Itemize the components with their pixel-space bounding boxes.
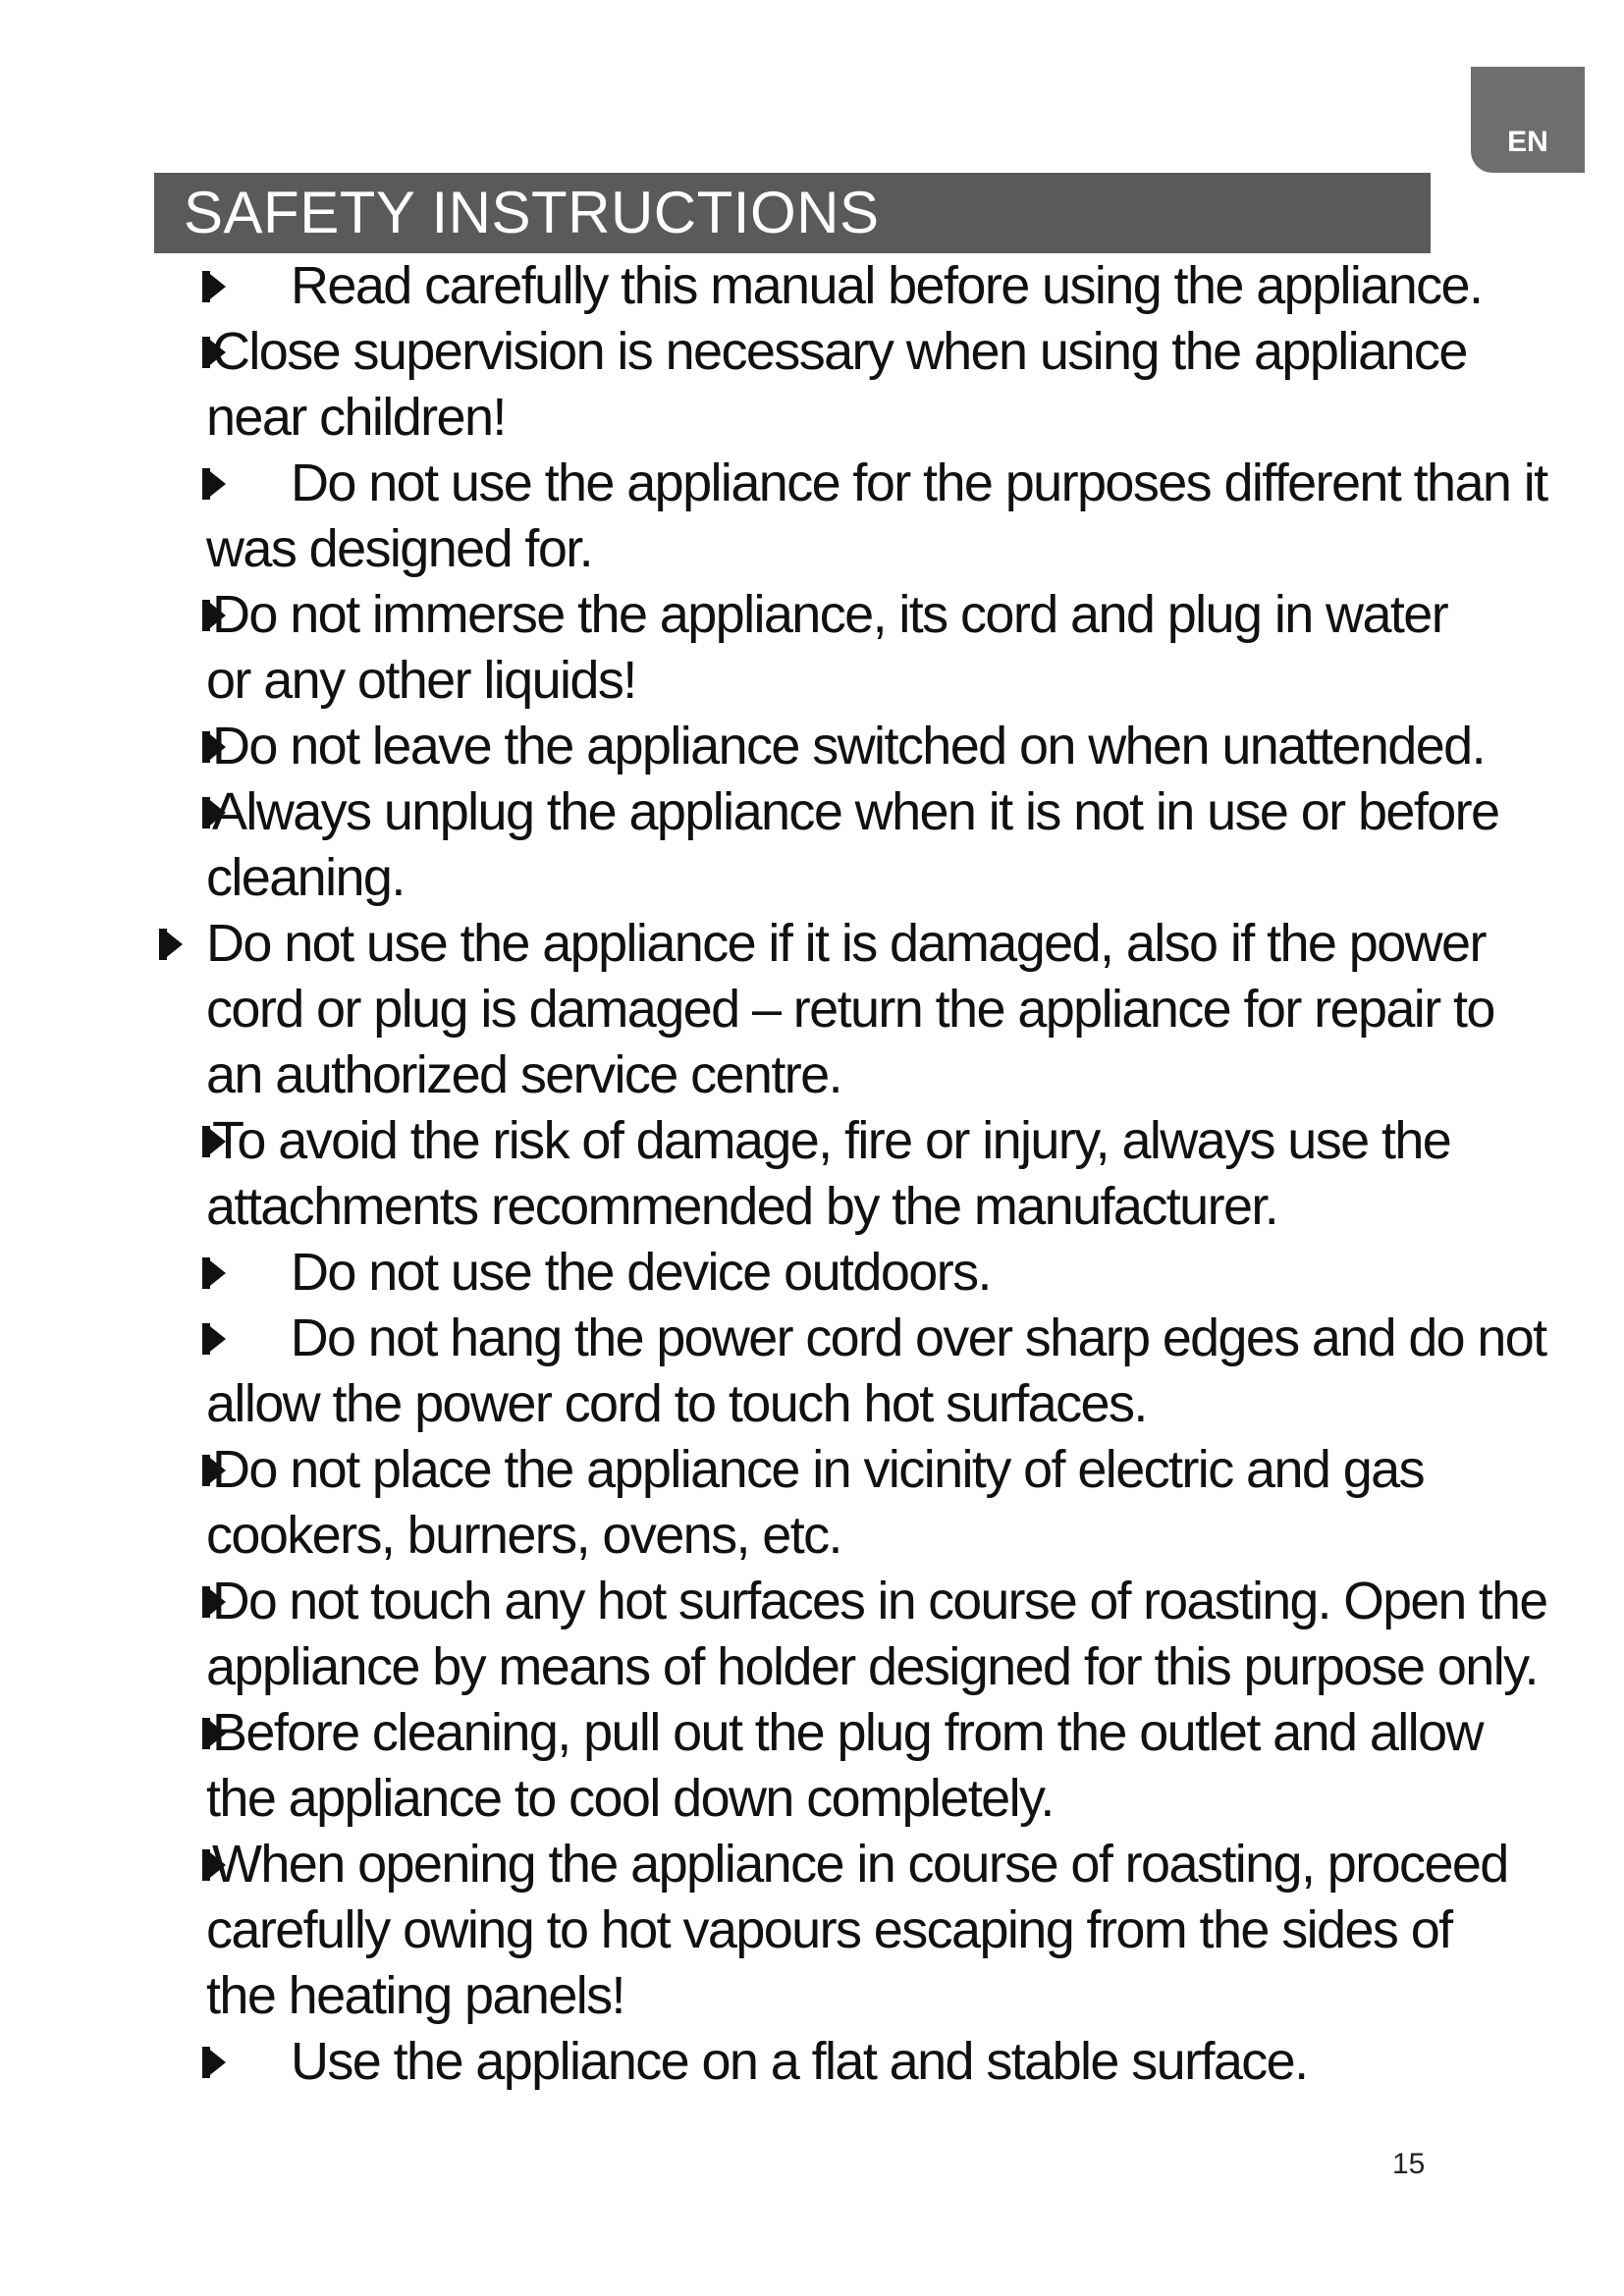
bullet-icon <box>206 797 226 828</box>
bullet-icon <box>206 731 226 763</box>
list-item: Use the appliance on a flat and stable surface. <box>206 2029 1624 2095</box>
bullet-icon <box>206 2047 226 2078</box>
instructions-list <box>0 253 1624 2095</box>
list-item: Do not use the device outdoors. <box>206 1240 1624 1306</box>
bullet-icon <box>206 271 226 302</box>
list-item: Close supervision is necessary when using the appliance near children! <box>206 322 1467 447</box>
list-item: When opening the appliance in course of roasting, proceed carefully owing to hot vapours escaping from the sides of the heating panels! <box>206 1835 1508 2025</box>
bullet-icon <box>163 929 183 960</box>
bullet-icon <box>206 1849 226 1881</box>
list-item: Read carefully this manual before using the appliance. <box>206 253 1624 319</box>
bullet-icon <box>206 1455 226 1486</box>
bullet-icon <box>206 337 226 368</box>
section-header: SAFETY INSTRUCTIONS <box>154 173 1431 253</box>
language-tab: EN <box>1471 67 1585 173</box>
list-item: Before cleaning, pull out the plug from the outlet and allow the appliance to cool down completely. <box>206 1703 1483 1828</box>
bullet-icon <box>206 1257 226 1289</box>
page-number: 15 <box>1392 2148 1426 2180</box>
bullet-icon <box>206 600 226 631</box>
list-item: To avoid the risk of damage, fire or injury, always use the attachments recommended by the manufacturer. <box>206 1111 1451 1236</box>
bullet-icon <box>206 1126 226 1157</box>
list-item: Do not leave the appliance switched on when unattended. <box>206 714 1624 779</box>
list-item: Do not touch any hot surfaces in course of roasting. Open the appliance by means of holder designed for this purpose only. <box>206 1572 1547 1696</box>
bullet-icon <box>206 1718 226 1749</box>
list-item: Do not place the appliance in vicinity of electric and gas cookers, burners, ovens, etc. <box>206 1440 1424 1565</box>
list-item: Do not hang the power cord over sharp edges and do not allow the power cord to touch hot surfaces. <box>206 1308 1546 1433</box>
list-item: Do not use the appliance if it is damaged, also if the power cord or plug is damaged – return the appliance for repair to an authorized service centre. <box>206 911 1624 1108</box>
list-item: Do not immerse the appliance, its cord and plug in water or any other liquids! <box>206 585 1448 710</box>
list-item: Always unplug the appliance when it is not in use or before cleaning. <box>206 782 1499 907</box>
list-item: Do not use the appliance for the purposes different than it was designed for. <box>206 454 1547 578</box>
